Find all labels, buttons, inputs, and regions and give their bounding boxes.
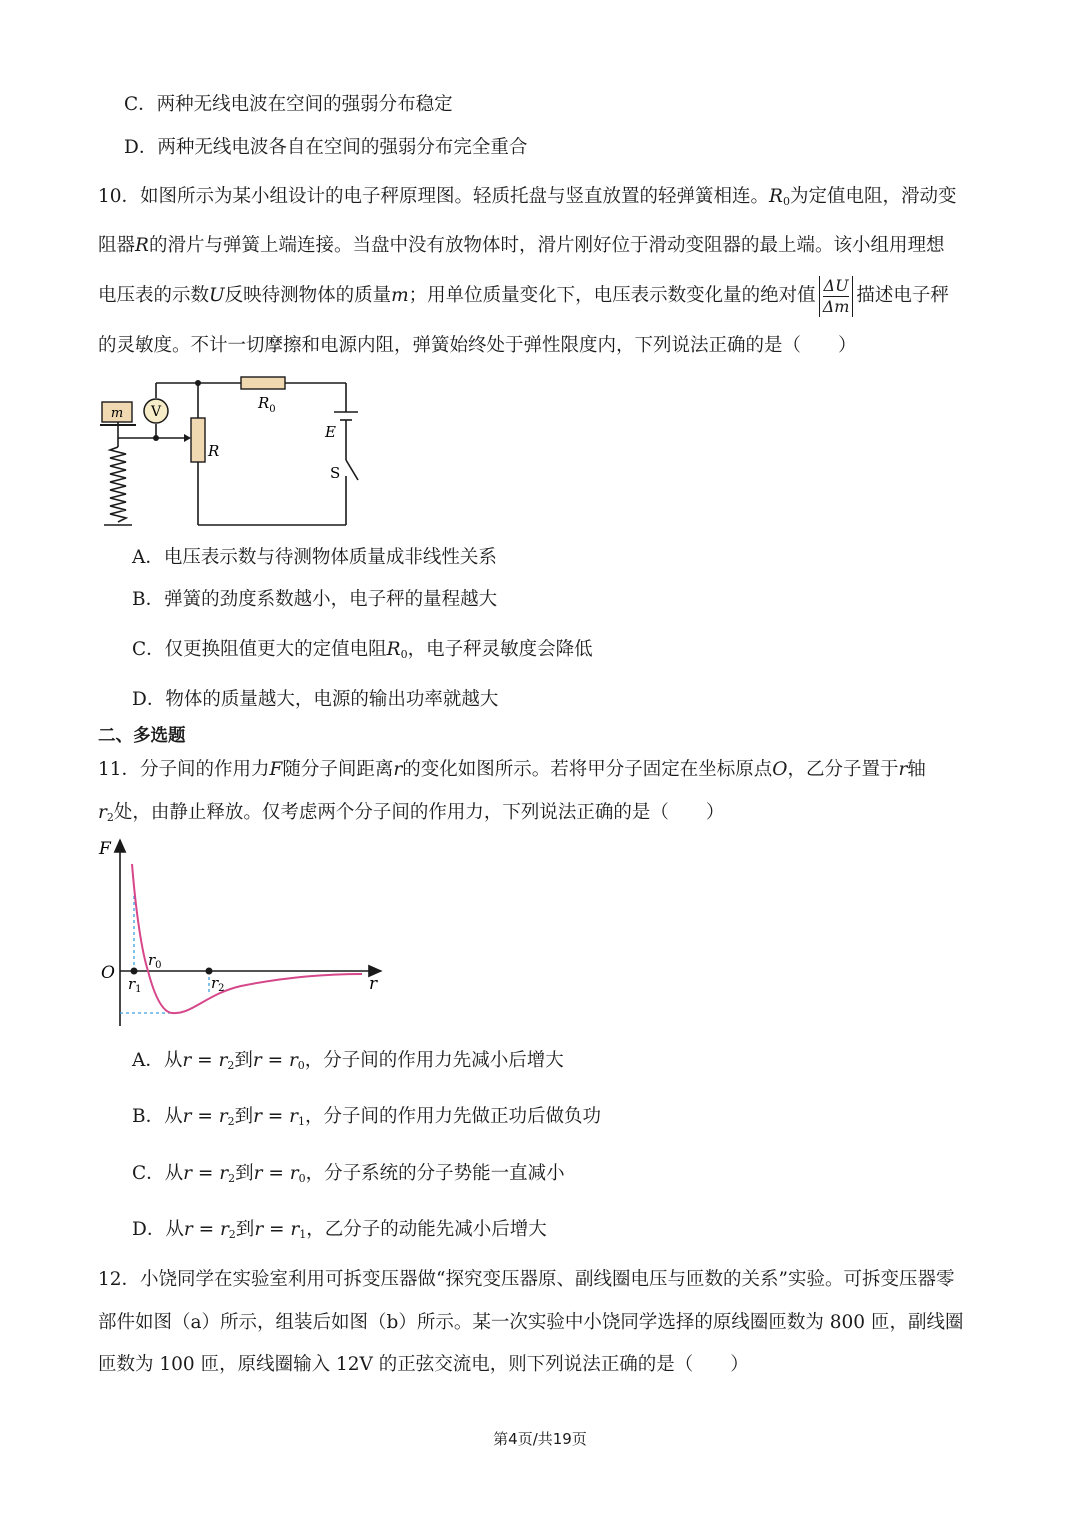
q12-stem-line1: 12．小饶同学在实验室利用可拆变压器做“探究变压器原、副线圈电压与匝数的关系”实验。可拆变压器零	[98, 1269, 955, 1290]
force-distance-graph	[96, 834, 388, 1030]
voltmeter-label: V	[150, 404, 162, 420]
q10-option-d: D．物体的质量越大，电源的输出功率就越大	[132, 689, 499, 710]
rheostat-r	[191, 418, 205, 462]
battery-label: E	[325, 423, 336, 441]
q10-stem-line3: 电压表的示数U反映待测物体的质量m；用单位质量变化下，电压表示数变化量的绝对值 $\frac{\Delta U}{\Delta m}$ 描述电子秤	[98, 275, 949, 316]
q11-stem-line1: 11．分子间的作用力F随分子间距离r的变化如图所示。若将甲分子固定在坐标原点O，乙分子置于r轴	[98, 759, 926, 780]
section-heading: 二、多选题	[98, 726, 186, 746]
q11-stem-line2: $r_2$处，由静止释放。仅考虑两个分子间的作用力，下列说法正确的是（ ）	[98, 802, 725, 824]
q10-option-b: B．弹簧的劲度系数越小，电子秤的量程越大	[132, 589, 498, 610]
page-number: 第4页/共19页	[493, 1430, 587, 1448]
r-axis-label: r	[369, 974, 378, 994]
q11-option-b: B．从$r = r_2$到$r = r_1$，分子间的作用力先做正功后做负功	[132, 1106, 602, 1128]
r1-point-label: $r_1$	[128, 975, 142, 995]
q11-option-c: C．从$r = r_2$到$r = r_0$，分子系统的分子势能一直减小	[132, 1163, 565, 1185]
q12-stem-line2: 部件如图（a）所示，组装后如图（b）所示。某一次实验中小饶同学选择的原线圈匝数为 800 匝，副线圈	[98, 1312, 964, 1333]
scale-circuit-diagram	[96, 372, 371, 532]
q11-option-a: A．从$r = r_2$到$r = r_0$，分子间的作用力先减小后增大	[132, 1050, 564, 1072]
guide-lines	[120, 896, 209, 1013]
r0-label: $R_0$	[258, 394, 276, 415]
r0-point-label: $r_0$	[148, 951, 162, 971]
q11-option-d: D．从$r = r_2$到$r = r_1$，乙分子的动能先减小后增大	[132, 1219, 547, 1241]
origin-label: O	[101, 963, 115, 983]
switch-label: S	[330, 464, 341, 482]
q10-stem-line2: 阻器R的滑片与弹簧上端连接。当盘中没有放物体时，滑片刚好位于滑动变阻器的最上端。该小组用理想	[98, 235, 945, 256]
q10-stem-line4: 的灵敏度。不计一切摩擦和电源内阻，弹簧始终处于弹性限度内，下列说法正确的是（ ）	[98, 335, 857, 356]
f-axis-label: F	[99, 839, 111, 859]
q10-option-a: A．电压表示数与待测物体质量成非线性关系	[132, 547, 497, 568]
q10-option-c: C．仅更换阻值更大的定值电阻$R_0$，电子秤灵敏度会降低	[132, 639, 593, 661]
mass-label: m	[110, 406, 124, 421]
q9-option-c: C．两种无线电波在空间的强弱分布稳定	[124, 94, 453, 115]
rheostat-label: R	[208, 442, 220, 460]
q9-option-d: D．两种无线电波各自在空间的强弱分布完全重合	[124, 137, 528, 158]
q10-stem-line1: 10．如图所示为某小组设计的电子秤原理图。轻质托盘与竖直放置的轻弹簧相连。$R_0$为定值电阻，滑动变	[98, 186, 957, 208]
fixed-resistor-r0	[241, 377, 285, 389]
r2-point-label: $r_2$	[211, 974, 225, 994]
q12-stem-line3: 匝数为 100 匝，原线圈输入 12V 的正弦交流电，则下列说法正确的是（ ）	[98, 1354, 749, 1375]
force-curve	[132, 864, 362, 1013]
sensitivity-fraction: $\frac{\Delta U}{\Delta m}$	[819, 276, 854, 317]
